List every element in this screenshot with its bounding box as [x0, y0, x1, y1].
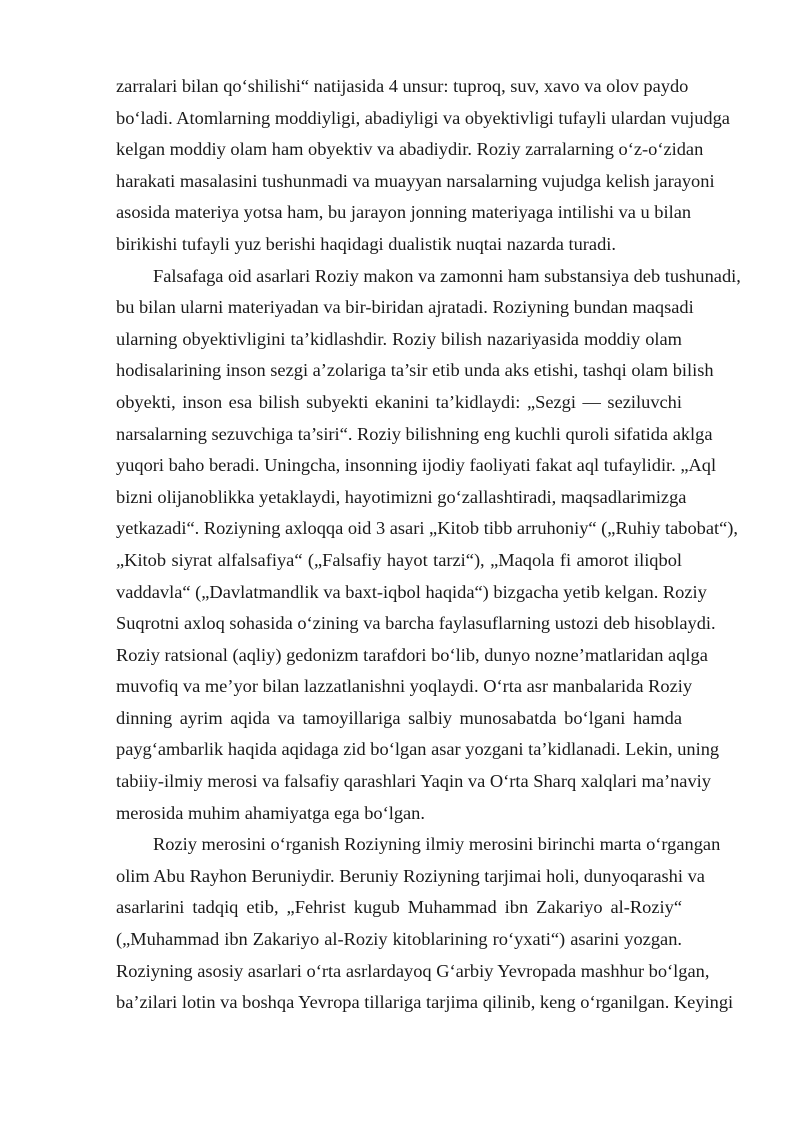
- text-line: Roziyning asosiy asarlari o‘rta asrlardayoq G‘arbiy Yevropada mashhur bo‘lgan,: [116, 960, 710, 981]
- text-line: bo‘ladi. Atomlarning moddiyligi, abadiyligi va obyektivligi tufayli ulardan vujudga: [116, 107, 730, 128]
- text-line: payg‘ambarlik haqida aqidaga zid bo‘lgan asar yozgani ta’kidlanadi. Lekin, uning: [116, 739, 720, 760]
- body-text: [116, 71, 741, 1019]
- text-line: ularning obyektivligini ta’kidlashdir. Roziy bilish nazariyasida moddiy olam: [116, 328, 682, 349]
- text-line: asarlarini tadqiq etib, „Fehrist kugub Muhammad ibn Zakariyo al-Roziy“: [116, 897, 682, 918]
- text-line: muvofiq va me’yor bilan lazzatlanishni yoqlaydi. O‘rta asr manbalarida Roziy: [116, 676, 693, 697]
- text-line: birikishi tufayli yuz berishi haqidagi dualistik nuqtai nazarda turadi.: [116, 233, 616, 254]
- text-line: Roziy merosini o‘rganish Roziyning ilmiy merosini birinchi marta o‘rgangan: [153, 834, 721, 855]
- text-line: bizni olijanoblikka yetaklaydi, hayotimizni go‘zallashtiradi, maqsadlarimizga: [116, 486, 687, 507]
- text-line: „Kitob siyrat alfalsafiya“ („Falsafiy hayot tarzi“), „Maqola fi amorot iliqbol: [116, 549, 682, 570]
- text-line: harakati masalasini tushunmadi va muayyan narsalarning vujudga kelish jarayoni: [116, 170, 715, 191]
- text-line: yuqori baho beradi. Uningcha, insonning ijodiy faoliyati fakat aql tufaylidir. „Aql: [116, 455, 717, 476]
- text-line: tabiiy-ilmiy merosi va falsafiy qarashlari Yaqin va O‘rta Sharq xalqlari ma’naviy: [116, 771, 711, 792]
- text-line: asosida materiya yotsa ham, bu jarayon jonning materiyaga intilishi va u bilan: [116, 202, 692, 223]
- text-line: Suqrotni axloq sohasida o‘zining va barcha faylasuflarning ustozi deb hisoblaydi.: [116, 613, 716, 634]
- text-line: obyekti, inson esa bilish subyekti ekanini ta’kidlaydi: „Sezgi — seziluvchi: [116, 391, 682, 412]
- text-line: kelgan moddiy olam ham obyektiv va abadiydir. Roziy zarralarning o‘z-o‘zidan: [116, 139, 704, 160]
- text-line: dinning ayrim aqida va tamoyillariga salbiy munosabatda bo‘lgani hamda: [116, 707, 682, 728]
- text-line: Falsafaga oid asarlari Roziy makon va zamonni ham substansiya deb tushunadi,: [153, 265, 741, 286]
- text-line: olim Abu Rayhon Beruniydir. Beruniy Roziyning tarjimai holi, dunyoqarashi va: [116, 865, 705, 886]
- text-line: („Muhammad ibn Zakariyo al-Roziy kitoblarining ro‘yxati“) asarini yozgan.: [116, 929, 682, 950]
- text-line: ba’zilari lotin va boshqa Yevropa tillariga tarjima qilinib, keng o‘rganilgan. Keyingi: [116, 992, 734, 1013]
- text-line: merosida muhim ahamiyatga ega bo‘lgan.: [116, 802, 425, 823]
- text-line: narsalarning sezuvchiga ta’siri“. Roziy bilishning eng kuchli quroli sifatida aklga: [116, 423, 713, 444]
- text-line: bu bilan ularni materiyadan va bir-biridan ajratadi. Roziyning bundan maqsadi: [116, 297, 694, 318]
- text-line: Roziy ratsional (aqliy) gedonizm tarafdori bo‘lib, dunyo nozne’matlaridan aqlga: [116, 644, 708, 665]
- text-line: yetkazadi“. Roziyning axloqqa oid 3 asari „Kitob tibb arruhoniy“ („Ruhiy tabobat“),: [116, 518, 739, 539]
- text-line: vaddavla“ („Davlatmandlik va baxt-iqbol haqida“) bizgacha yetib kelgan. Roziy: [116, 581, 707, 602]
- text-line: zarralari bilan qo‘shilishi“ natijasida 4 unsur: tuproq, suv, xavo va olov paydo: [116, 76, 689, 96]
- text-line: hodisalarining inson sezgi a’zolariga ta’sir etib unda aks etishi, tashqi olam bilish: [116, 360, 714, 381]
